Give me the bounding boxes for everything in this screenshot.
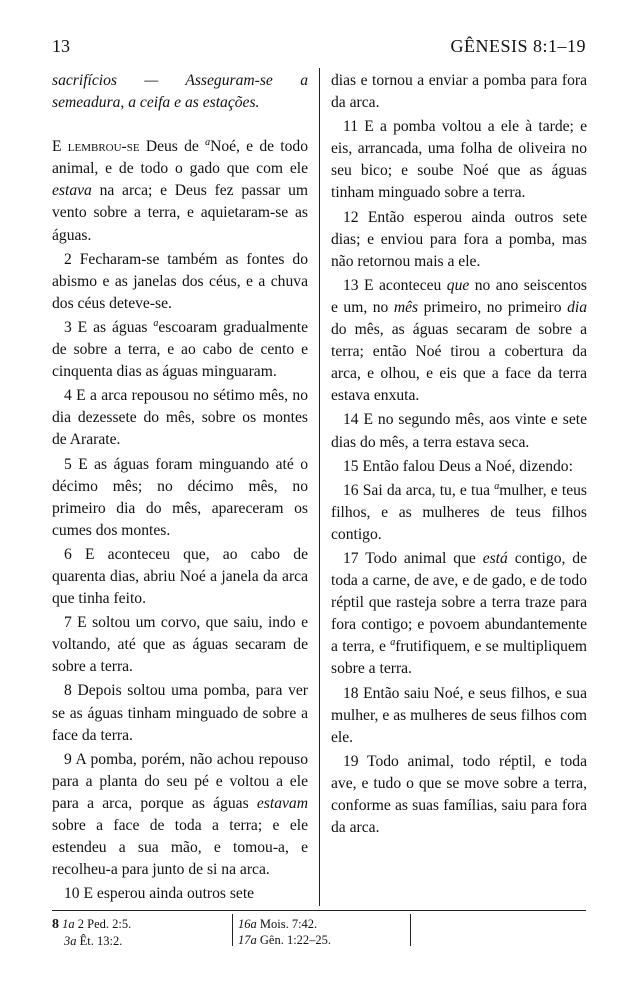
verse-4: 4 E a arca repousou no sétimo mês, no dia dezessete do mês, sobre os montes de Ararate. xyxy=(52,387,308,449)
page-header xyxy=(52,36,586,60)
footnote-text: Gên. 1:22–25. xyxy=(259,933,332,947)
footnote-text: Mois. 7:42. xyxy=(259,917,318,931)
running-title: GÊNESIS 8:1–19 xyxy=(450,36,586,56)
verse-13: 13 E aconteceu que no ano seiscentos e um, no mês primeiro, no primeiro dia do mês, as águas secaram de sobre a terra; então Noé tirou a cobertura da arca, e olhou, e eis que a face da terra estava enxuta. xyxy=(331,276,587,405)
left-column xyxy=(52,70,308,907)
footnote-text: 2 Ped. 2:5. xyxy=(77,917,132,931)
footnotes-left xyxy=(52,916,228,949)
footnote-chapter: 8 xyxy=(52,917,59,932)
footnote-ref: 3a xyxy=(64,934,77,948)
verse-12: 12 Então esperou ainda outros sete dias; e enviou para fora a pomba, mas não retornou mais a ele. xyxy=(331,208,587,270)
verse-1: E lembrou-se Deus de $^a$Noé, e de todo animal, e de todo o gado que com ele estava na arca; e Deus fez passar um vento sobre a terra, e aquietaram-se as águas. xyxy=(52,137,309,244)
verse-10-continued: dias e tornou a enviar a pomba para fora da arca. xyxy=(331,72,587,112)
verse-17: 17 Todo animal que está contigo, de toda a carne, de ave, e de gado, e de todo réptil que rasteja sobre a terra traze para fora contigo; e povoem abundantemente a terra, e $^a$frutifiquem, e se multipliquem sobre a terra. xyxy=(331,549,587,678)
verse-19: 19 Todo animal, todo réptil, e toda ave, e tudo o que se move sobre a terra, conforme as suas famílias, saiu para fora da arca. xyxy=(331,752,587,837)
verse-16: 16 Sai da arca, tu, e tua $^a$mulher, e teus filhos, e as mulheres de teus filhos contigo. xyxy=(331,480,588,543)
verse-6: 6 E aconteceu que, ao cabo de quarenta dias, abriu Noé a janela da arca que tinha feito. xyxy=(52,545,308,608)
footnote-divider xyxy=(232,914,233,946)
footnote xyxy=(238,932,414,948)
chapter-summary: sacrifícios — Asseguram-se a semeadura, a ceifa e as estações. xyxy=(52,72,308,112)
verse-14: 14 E no segundo mês, aos vinte e sete dias do mês, a terra estava seca. xyxy=(331,411,587,451)
page-number: 13 xyxy=(52,36,70,56)
verse-7: 7 E soltou um corvo, que saiu, indo e voltando, até que as águas secaram de sobre a terra. xyxy=(52,614,308,676)
footnote xyxy=(238,916,414,932)
column-divider xyxy=(319,68,320,906)
footnotes-right xyxy=(238,916,414,948)
footnote xyxy=(52,916,228,933)
right-column xyxy=(331,70,587,841)
verse-3: 3 E as águas $^a$escoaram gradualmente de sobre a terra, e ao cabo de cento e cinquenta dias as águas minguaram. xyxy=(52,317,308,381)
verse-8: 8 Depois soltou uma pomba, para ver se as águas tinham minguado de sobre a face da terra. xyxy=(52,682,308,744)
verse-10: 10 E esperou ainda outros sete xyxy=(64,885,255,903)
footnote-ref: 17a xyxy=(238,933,257,947)
verse-9: 9 A pomba, porém, não achou repouso para a planta do seu pé e voltou a ele para a arca, porque as águas estavam sobre a face de toda a terra; e ele estendeu a sua mão, e tomou-a, e recolheu-a para junto de si na arca. xyxy=(52,750,308,879)
footnote-text: Êt. 13:2. xyxy=(79,934,123,948)
footnote-ref: 16a xyxy=(238,917,257,931)
footnote-rule xyxy=(52,910,586,911)
verse-15: 15 Então falou Deus a Noé, dizendo: xyxy=(343,457,573,475)
verse-18: 18 Então saiu Noé, e seus filhos, e sua mulher, e as mulheres de seus filhos com ele. xyxy=(331,684,587,746)
footnote-ref: 1a xyxy=(62,917,75,931)
verse-11: 11 E a pomba voltou a ele à tarde; e eis, arrancada, uma folha de oliveira no seu bico; e soube Noé que as águas tinham minguado sobre a terra. xyxy=(331,118,587,202)
verse-2: 2 Fecharam-se também as fontes do abismo e as janelas dos céus, e a chuva dos céus deteve-se. xyxy=(52,250,308,312)
footnote xyxy=(52,933,228,949)
verse-5: 5 E as águas foram minguando até o décimo mês; no décimo mês, no primeiro dia do mês, apareceram os cumes dos montes. xyxy=(52,455,308,539)
